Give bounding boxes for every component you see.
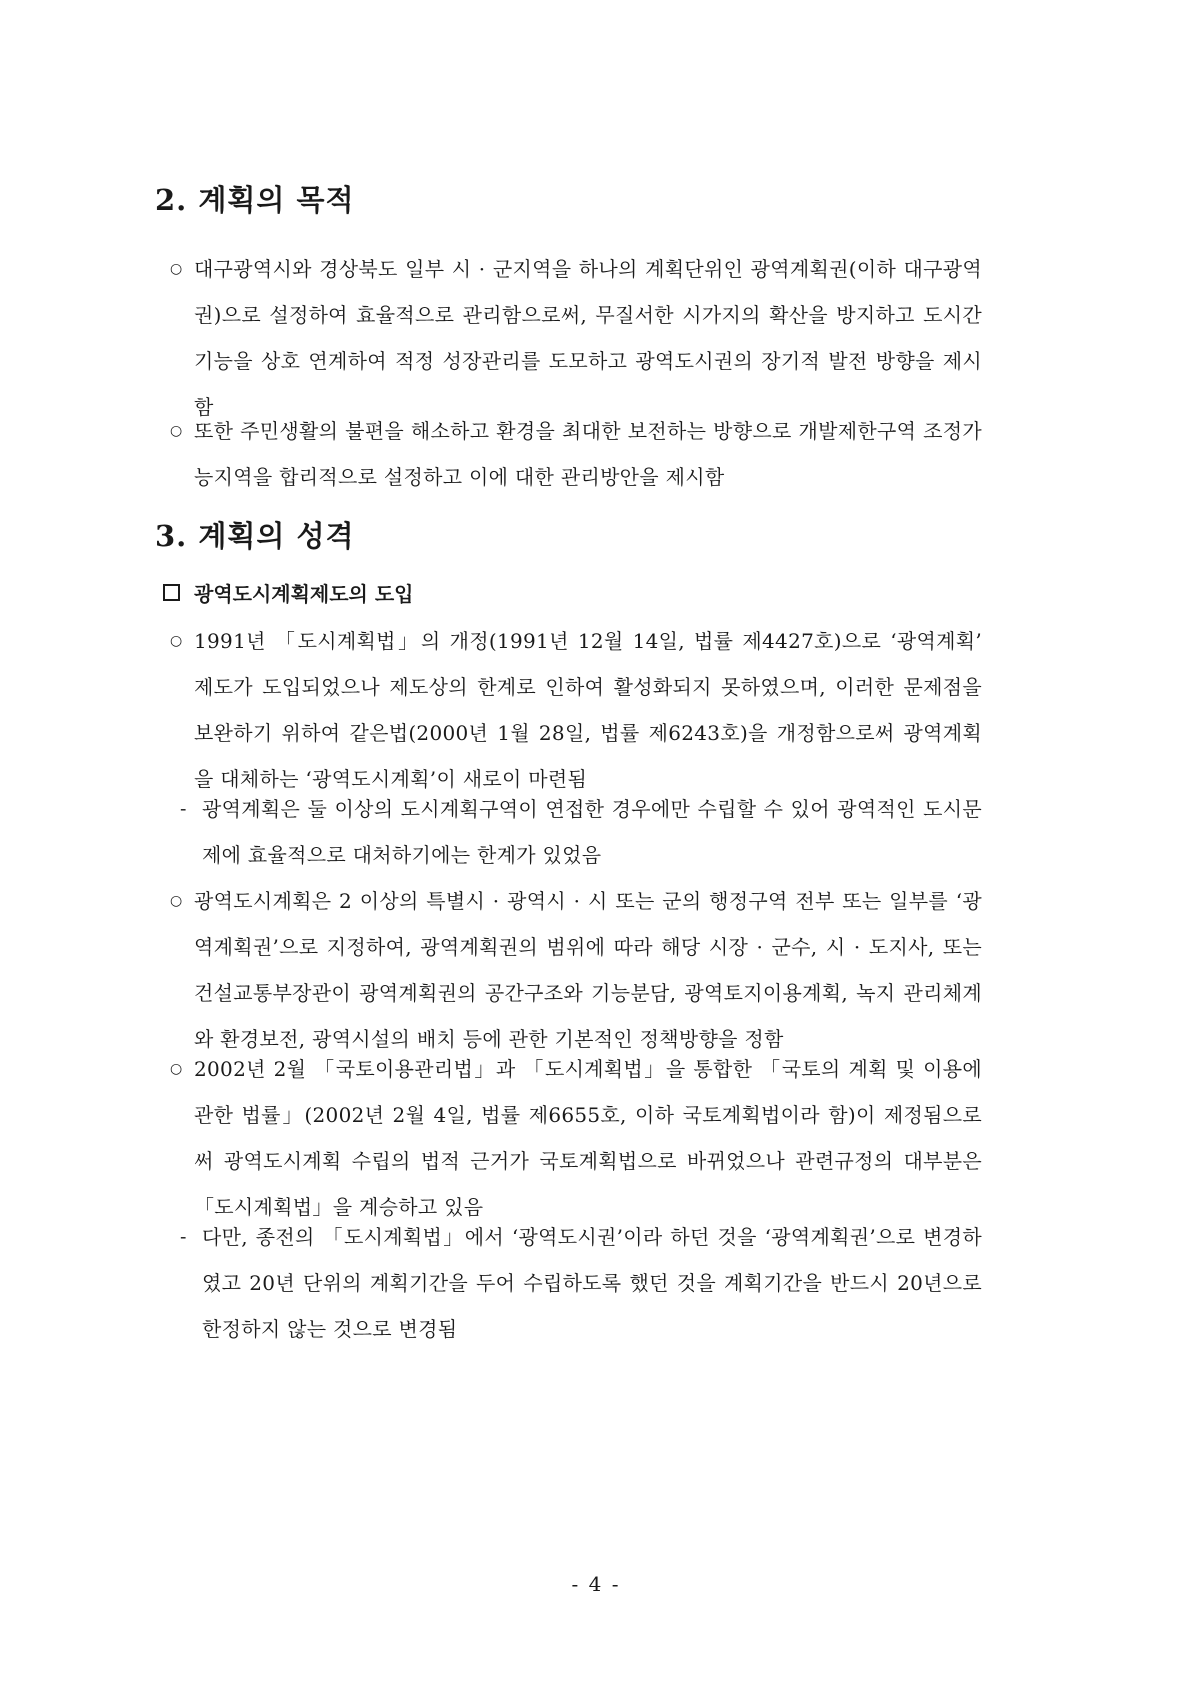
dash-marker: - — [180, 1226, 187, 1248]
bullet-marker: ○ — [170, 1061, 183, 1077]
list-item — [180, 1214, 982, 1352]
list-item — [170, 878, 982, 1062]
paragraph-text: 다만, 종전의 「도시계획법」에서 ‘광역도시권’이라 하던 것을 ‘광역계획권’으로 변경하였고 20년 단위의 계획기간을 두어 수립하도록 했던 것을 계획기간을 반드시 20년으로 한정하지 않는 것으로 변경됨 — [202, 1225, 982, 1341]
list-item — [170, 246, 982, 430]
dash-marker: - — [180, 798, 187, 820]
checkbox-icon — [163, 584, 180, 601]
paragraph-text: 광역도시계획은 2 이상의 특별시 · 광역시 · 시 또는 군의 행정구역 전부 또는 일부를 ‘광역계획권’으로 지정하여, 광역계획권의 범위에 따라 해당 시장 · 군수, 시 · 도지사, 또는 건설교통부장관이 광역계획권의 공간구조와 기능분담, 광역토지이용계획, 녹지 관리체계와 환경보전, 광역시설의 배치 등에 관한 기본적인 정책방향을 정함 — [194, 889, 982, 1051]
list-item — [170, 1046, 982, 1230]
paragraph-text: 대구광역시와 경상북도 일부 시 · 군지역을 하나의 계획단위인 광역계획권(이하 대구광역권)으로 설정하여 효율적으로 관리함으로써, 무질서한 시가지의 확산을 방지하고 도시간 기능을 상호 연계하여 적정 성장관리를 도모하고 광역도시권의 장기적 발전 방향을 제시함 — [194, 257, 982, 419]
list-item — [170, 408, 982, 500]
sub-heading-label: 광역도시계획제도의 도입 — [194, 582, 414, 606]
section-heading-nature: 3. 계획의 성격 — [155, 519, 355, 553]
bullet-marker: ○ — [170, 633, 183, 649]
bullet-marker: ○ — [170, 423, 183, 439]
paragraph-text: 2002년 2월 「국토이용관리법」과 「도시계획법」을 통합한 「국토의 계획 및 이용에 관한 법률」(2002년 2월 4일, 법률 제6655호, 이하 국토계획법이라 함)이 제정됨으로써 광역도시계획 수립의 법적 근거가 국토계획법으로 바뀌었으나 관련규정의 대부분은 「도시계획법」을 계승하고 있음 — [194, 1057, 982, 1219]
paragraph-text: 1991년 「도시계획법」의 개정(1991년 12월 14일, 법률 제4427호)으로 ‘광역계획’ 제도가 도입되었으나 제도상의 한계로 인하여 활성화되지 못하였으며, 이러한 문제점을 보완하기 위하여 같은법(2000년 1월 28일, 법률 제6243호)을 개정함으로써 광역계획을 대체하는 ‘광역도시계획’이 새로이 마련됨 — [194, 629, 982, 791]
section-heading-purpose: 2. 계획의 목적 — [155, 183, 355, 217]
page-number: - 4 - — [571, 1572, 621, 1596]
bullet-marker: ○ — [170, 261, 183, 277]
list-item — [180, 786, 982, 878]
paragraph-text: 또한 주민생활의 불편을 해소하고 환경을 최대한 보전하는 방향으로 개발제한구역 조정가능지역을 합리적으로 설정하고 이에 대한 관리방안을 제시함 — [194, 419, 982, 489]
paragraph-text: 광역계획은 둘 이상의 도시계획구역이 연접한 경우에만 수립할 수 있어 광역적인 도시문제에 효율적으로 대처하기에는 한계가 있었음 — [202, 797, 982, 867]
sub-heading — [163, 578, 413, 607]
list-item — [170, 618, 982, 802]
bullet-marker: ○ — [170, 893, 183, 909]
